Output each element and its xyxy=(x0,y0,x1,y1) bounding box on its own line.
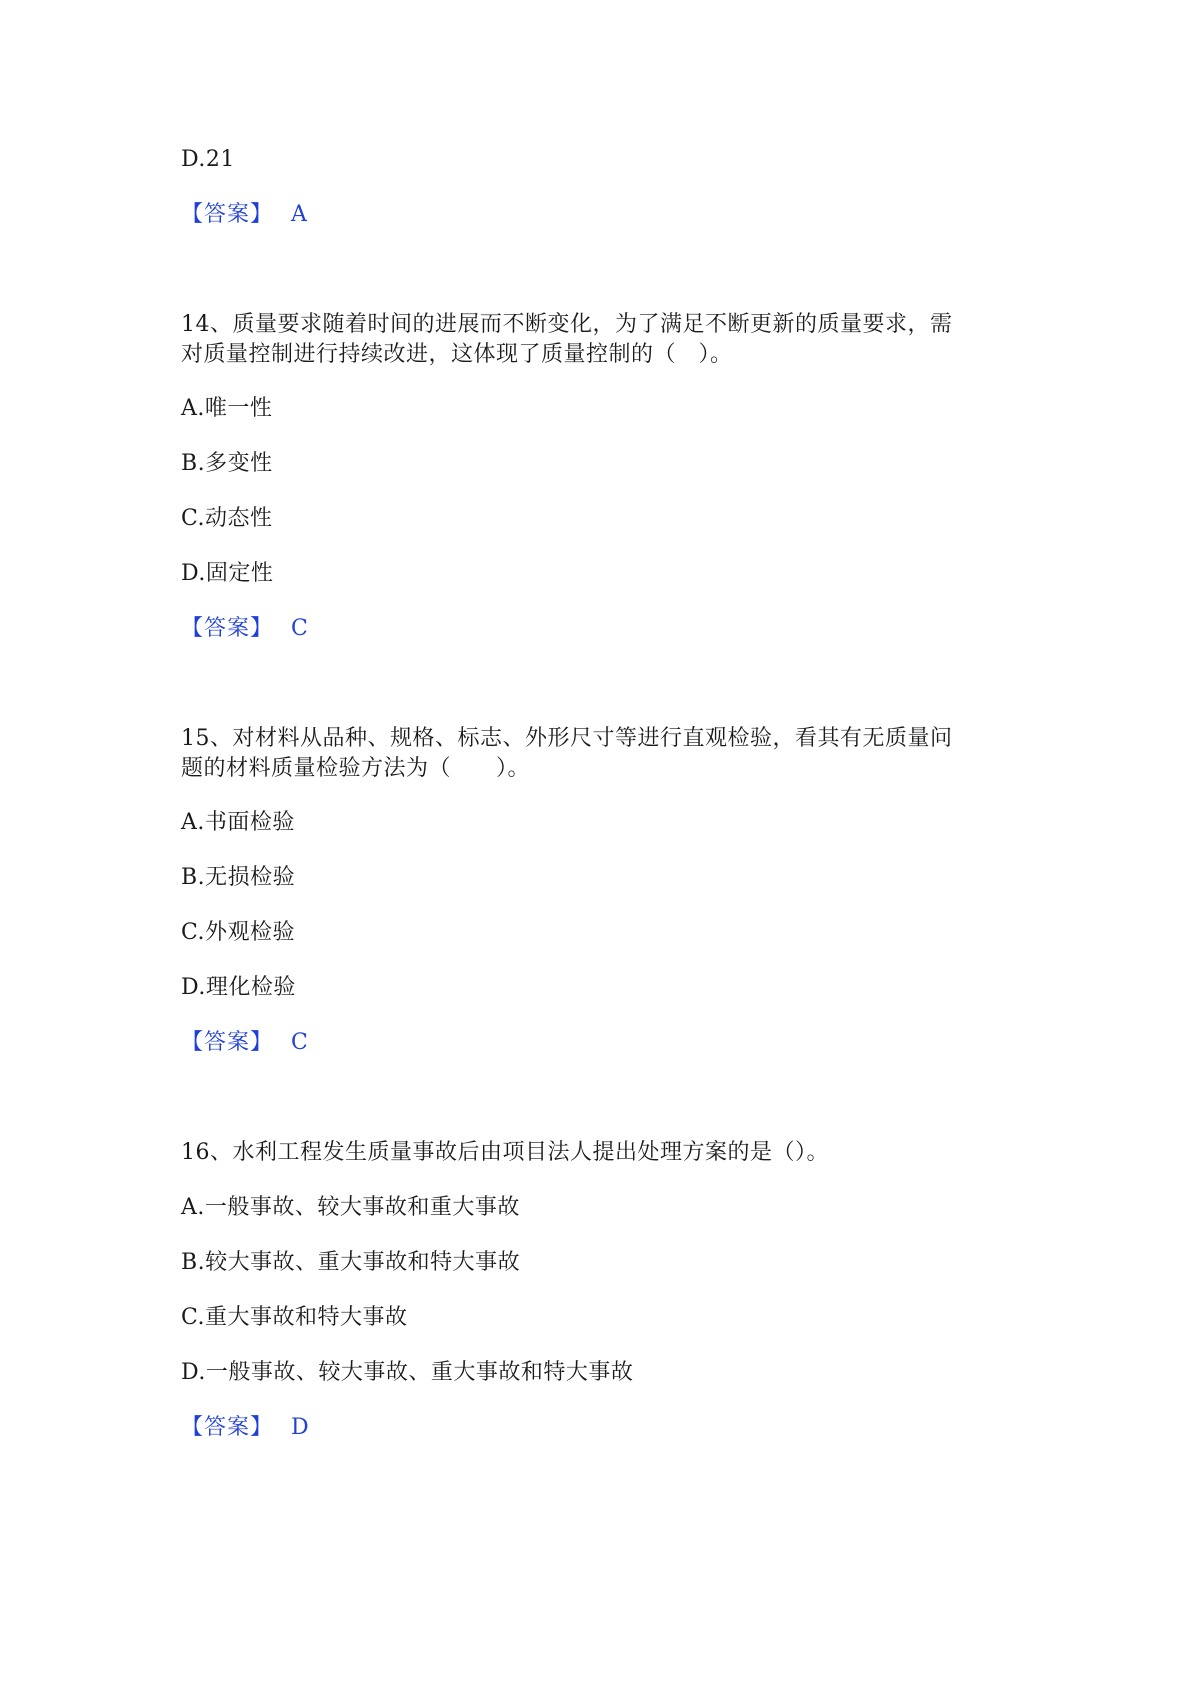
question-16-text-line1: 16、水利工程发生质量事故后由项目法人提出处理方案的是（）。 xyxy=(181,1140,829,1165)
answer-value: D xyxy=(291,1415,310,1440)
question-15-option-d: D.理化检验 xyxy=(181,975,296,1000)
answer-label: 【答案】 xyxy=(181,1415,274,1440)
question-16-option-a: A.一般事故、较大事故和重大事故 xyxy=(181,1195,520,1220)
answer-label: 【答案】 xyxy=(181,202,274,227)
answer-value: C xyxy=(291,1030,309,1055)
question-14-text-line1: 14、质量要求随着时间的进展而不断变化，为了满足不断更新的质量要求，需 xyxy=(181,312,953,337)
answer-value: C xyxy=(291,616,309,641)
option-d-prev: D.21 xyxy=(181,147,235,172)
question-16-option-c: C.重大事故和特大事故 xyxy=(181,1305,408,1330)
question-15-text-line2: 题的材料质量检验方法为（ ）。 xyxy=(181,756,531,781)
question-16-option-b: B.较大事故、重大事故和特大事故 xyxy=(181,1250,521,1275)
question-15-option-b: B.无损检验 xyxy=(181,865,296,890)
answer-value: A xyxy=(291,202,308,227)
question-14-answer xyxy=(181,614,308,644)
question-15-option-c: C.外观检验 xyxy=(181,920,296,945)
answer-prev xyxy=(181,200,307,230)
question-14-option-d: D.固定性 xyxy=(181,561,274,586)
question-14-text-line2: 对质量控制进行持续改进，这体现了质量控制的（ ）。 xyxy=(181,342,733,367)
question-15-option-a: A.书面检验 xyxy=(181,810,295,835)
answer-label: 【答案】 xyxy=(181,1030,274,1055)
question-16-answer xyxy=(181,1413,309,1443)
question-14-option-b: B.多变性 xyxy=(181,451,273,476)
answer-label: 【答案】 xyxy=(181,616,274,641)
question-15-text-line1: 15、对材料从品种、规格、标志、外形尺寸等进行直观检验，看其有无质量问 xyxy=(181,726,953,751)
question-15-answer xyxy=(181,1028,308,1058)
question-14-option-a: A.唯一性 xyxy=(181,396,273,421)
question-16-option-d: D.一般事故、较大事故、重大事故和特大事故 xyxy=(181,1360,634,1385)
question-14-option-c: C.动态性 xyxy=(181,506,273,531)
